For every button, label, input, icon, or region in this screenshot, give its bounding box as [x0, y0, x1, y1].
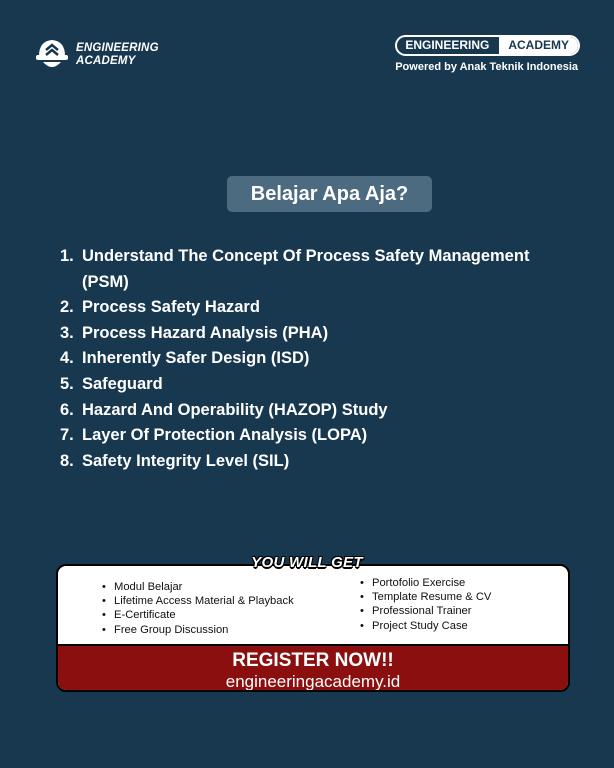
benefit-item: • Portofolio Exercise: [360, 576, 491, 590]
topic-label: Inherently Safer Design (ISD): [82, 349, 310, 368]
topic-list: [60, 244, 570, 474]
topic-item: [60, 346, 570, 372]
benefit-item: • Professional Trainer: [360, 604, 491, 618]
register-cta[interactable]: [58, 644, 568, 690]
topic-number: 8.: [60, 451, 74, 470]
topic-item: [60, 423, 570, 449]
you-will-get-title: YOU WILL GET: [251, 554, 363, 571]
benefit-item: • Free Group Discussion: [102, 623, 294, 637]
benefits-list-right: [360, 576, 491, 633]
benefits-panel: [58, 566, 568, 644]
topic-item: [60, 321, 570, 347]
topic-item: [60, 449, 570, 475]
topic-label: Process Safety Hazard: [82, 298, 260, 317]
badge-engineering: ENGINEERING: [405, 38, 490, 52]
brand-logo: [32, 34, 159, 76]
topic-number: 2.: [60, 298, 74, 317]
topic-label: Hazard And Operability (HAZOP) Study: [82, 400, 388, 419]
topic-number: 7.: [60, 426, 74, 445]
headline-pill: Belajar Apa Aja?: [227, 176, 432, 212]
benefits-card: [56, 564, 570, 692]
powered-by-text: Powered by Anak Teknik Indonesia: [395, 61, 578, 73]
logo-text-line2: ACADEMY: [76, 55, 136, 67]
topic-label: Process Hazard Analysis (PHA): [82, 323, 329, 342]
benefit-item: • E-Certificate: [102, 608, 294, 622]
topic-label: Safety Integrity Level (SIL): [82, 451, 290, 470]
hard-hat-icon: [32, 34, 72, 76]
benefit-item: • Modul Belajar: [102, 580, 294, 594]
topic-number: 1.: [60, 247, 74, 265]
topic-label: Understand The Concept Of Process Safety Management (PSM): [82, 247, 530, 291]
topic-number: 3.: [60, 323, 74, 342]
topic-number: 5.: [60, 374, 74, 393]
topic-item: [60, 244, 570, 295]
badge-academy: ACADEMY: [499, 37, 578, 54]
topic-number: 6.: [60, 400, 74, 419]
register-now-text[interactable]: REGISTER NOW!!: [232, 650, 394, 671]
topic-label: Safeguard: [82, 374, 163, 393]
topic-label: Layer Of Protection Analysis (LOPA): [82, 426, 368, 445]
benefit-item: • Lifetime Access Material & Playback: [102, 594, 294, 608]
logo-text-line1: ENGINEERING: [76, 42, 159, 54]
brand-badge: [395, 35, 580, 56]
topic-item: [60, 398, 570, 424]
benefit-item: • Template Resume & CV: [360, 590, 491, 604]
topic-item: [60, 372, 570, 398]
benefits-list-left: [102, 580, 294, 637]
benefit-item: • Project Study Case: [360, 619, 491, 633]
topic-number: 4.: [60, 349, 74, 368]
topic-item: [60, 295, 570, 321]
website-link[interactable]: engineeringacademy.id: [225, 672, 401, 691]
